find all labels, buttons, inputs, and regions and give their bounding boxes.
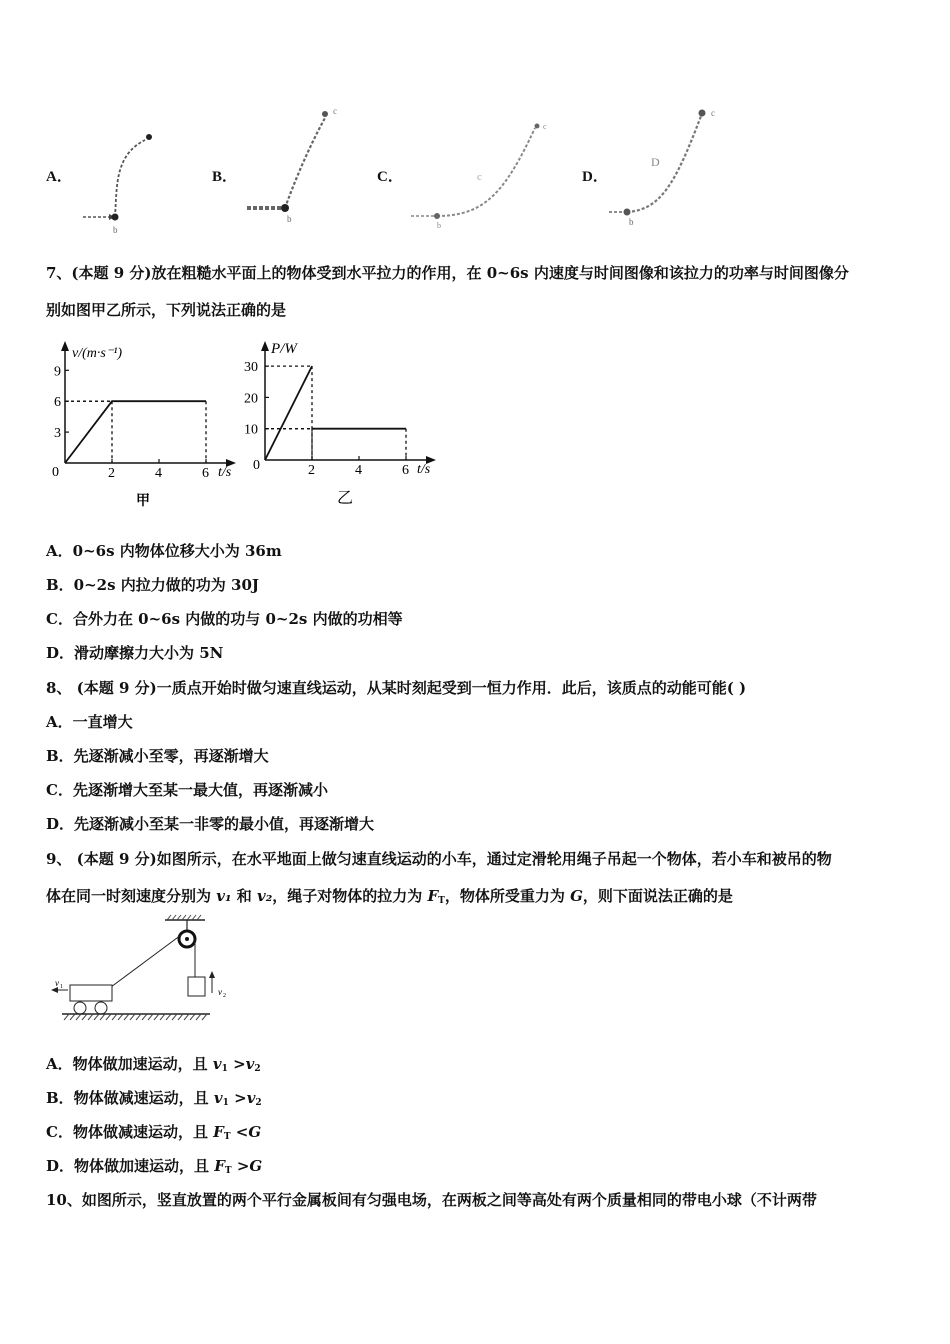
q8-stem: 8、 (本题 9 分)一质点开始时做匀速直线运动，从某时刻起受到一恒力作用．此后，该质点的动能可能( ) <box>46 679 747 697</box>
origin-label: 0 <box>253 458 260 473</box>
symbol: G <box>248 1123 262 1141</box>
text: ，绳子对物体的拉力为 <box>272 887 428 905</box>
subscript: T <box>224 1166 232 1176</box>
ground-hatch <box>64 1014 207 1020</box>
text: C．物体做减速运动，且 <box>46 1123 214 1141</box>
q9-option-c <box>46 1121 261 1142</box>
point-b <box>281 204 289 212</box>
q7-chart-jia <box>48 335 248 510</box>
v2-label: v <box>218 987 222 997</box>
cart-wheel <box>95 1002 107 1014</box>
symbol: F <box>213 1123 224 1141</box>
x-tick-label: 2 <box>108 466 115 481</box>
q6-option-b-figure <box>245 100 355 225</box>
q8-option-c: C．先逐渐增大至某一最大值，再逐渐减小 <box>46 781 328 799</box>
symbol: G <box>249 1157 263 1175</box>
point-b <box>434 213 440 219</box>
q7-option-a: A．0~6s 内物体位移大小为 36m <box>46 542 282 560</box>
g-symbol: G <box>570 887 583 905</box>
symbol: F <box>214 1157 225 1175</box>
text: 体在同一时刻速度分别为 <box>46 887 217 905</box>
text: ，物体所受重力为 <box>444 887 571 905</box>
point-b <box>624 209 631 216</box>
subscript: 2 <box>254 1064 261 1074</box>
option-mark: D <box>651 155 660 169</box>
v1-subscript: 1 <box>60 984 63 990</box>
q8-option-a: A．一直增大 <box>46 713 133 731</box>
q6-option-c-figure <box>405 112 565 230</box>
v2-arrow-head-icon <box>209 971 215 978</box>
curved-path <box>627 116 701 212</box>
cart-body <box>70 985 112 1001</box>
q10-stem: 10、如图所示，竖直放置的两个平行金属板间有匀强电场，在两板之间等高处有两个质量相同的带电小球（不计两带 <box>46 1191 817 1209</box>
operator: > <box>231 1157 250 1175</box>
q7-option-c: C．合外力在 0~6s 内做的功与 0~2s 内做的功相等 <box>46 610 403 628</box>
subscript: 1 <box>222 1098 229 1108</box>
q9-option-b <box>46 1087 262 1108</box>
v1-label: v <box>55 978 59 988</box>
subscript: 1 <box>221 1064 228 1074</box>
q7-stem-line-1: 7、(本题 9 分)放在粗糙水平面上的物体受到水平拉力的作用，在 0~6s 内速度与时间图像和该拉力的功率与时间图像分 <box>46 264 849 282</box>
data-line <box>65 401 206 463</box>
x-tick-label: 6 <box>202 466 209 481</box>
q7-option-b: B．0~2s 内拉力做的功为 30J <box>46 576 259 594</box>
q9-stem-line-2 <box>46 885 733 906</box>
ft-symbol: F <box>427 887 439 905</box>
symbol: v <box>246 1089 256 1107</box>
v2-subscript: 2 <box>223 993 226 999</box>
y-tick-label: 10 <box>244 422 258 438</box>
q7-stem-line-2: 别如图甲乙所示，下列说法正确的是 <box>46 301 287 319</box>
curved-path <box>437 128 535 216</box>
y-tick-label: 20 <box>244 391 258 407</box>
point-c <box>699 110 706 117</box>
subscript: 2 <box>255 1098 262 1108</box>
origin-label: 0 <box>52 465 59 480</box>
q9-stem-line-1: 9、 (本题 9 分)如图所示，在水平地面上做匀速直线运动的小车，通过定滑轮用绳子吊起一个物体，若小车和被吊的物 <box>46 850 832 868</box>
x-axis-label: t/s <box>218 465 232 480</box>
rope-to-cart <box>111 935 181 987</box>
symbol: v <box>212 1055 222 1073</box>
point-b-label: b <box>437 221 441 230</box>
point-c-label: c <box>711 108 715 118</box>
y-tick-label: 6 <box>54 395 61 411</box>
option-mark: c <box>477 171 482 183</box>
q6-option-d-label: D． <box>582 169 608 185</box>
point-c-label: c <box>333 106 337 116</box>
q6-option-a-figure <box>75 125 165 240</box>
curved-path <box>115 140 145 217</box>
v2-symbol: v₂ <box>256 887 273 905</box>
operator: < <box>230 1123 249 1141</box>
text: 和 <box>231 887 257 905</box>
point-c <box>535 124 540 129</box>
point-b-label: b <box>629 217 634 227</box>
y-tick-label: 30 <box>244 360 258 376</box>
y-tick-label: 9 <box>54 364 61 380</box>
ft-subscript: T <box>438 896 445 906</box>
x-tick-label: 4 <box>155 466 162 481</box>
point-c <box>146 134 152 140</box>
symbol: v <box>213 1089 223 1107</box>
y-axis-label: v/(m·s⁻¹) <box>72 346 123 361</box>
x-axis-label: t/s <box>417 462 431 477</box>
point-b-label: b <box>287 214 292 224</box>
v1-symbol: v₁ <box>216 887 232 905</box>
curved-path <box>285 118 325 208</box>
pulley-axle <box>185 937 189 941</box>
operator: > <box>228 1089 247 1107</box>
y-axis-label: P/W <box>271 341 297 357</box>
q6-option-b-label: B． <box>212 169 238 185</box>
y-axis-arrow-icon <box>261 341 269 351</box>
text: ，则下面说法正确的是 <box>582 887 733 905</box>
operator: > <box>227 1055 246 1073</box>
point-c <box>322 111 328 117</box>
q6-option-d-figure <box>605 100 735 228</box>
y-tick-label: 3 <box>54 426 61 442</box>
q6-option-a-label: A． <box>46 169 72 185</box>
q9-option-d <box>46 1155 262 1176</box>
chart-title: 乙 <box>337 490 354 507</box>
hanging-block <box>188 977 205 996</box>
symbol: v <box>245 1055 255 1073</box>
chart-title: 甲 <box>136 494 150 509</box>
q8-option-b: B．先逐渐减小至零，再逐渐增大 <box>46 747 269 765</box>
x-tick-label: 6 <box>402 463 409 478</box>
y-axis-arrow-icon <box>61 341 69 351</box>
cart-wheel <box>74 1002 86 1014</box>
point-c-label: c <box>543 122 547 131</box>
q7-chart-yi <box>245 335 450 510</box>
data-line <box>265 366 312 460</box>
text: A．物体做加速运动，且 <box>46 1055 213 1073</box>
text: B．物体做减速运动，且 <box>46 1089 214 1107</box>
text: D．物体做加速运动，且 <box>46 1157 215 1175</box>
q9-pulley-figure <box>50 915 226 1027</box>
q8-option-d: D．先逐渐减小至某一非零的最小值，再逐渐增大 <box>46 815 375 833</box>
x-tick-label: 4 <box>355 463 362 478</box>
point-b-label: b <box>113 225 118 235</box>
point-b <box>112 214 119 221</box>
x-tick-label: 2 <box>308 463 315 478</box>
q9-option-a <box>46 1053 261 1074</box>
q6-option-c-label: C． <box>377 169 403 185</box>
q7-option-d: D．滑动摩擦力大小为 5N <box>46 644 224 662</box>
subscript: T <box>223 1132 231 1142</box>
